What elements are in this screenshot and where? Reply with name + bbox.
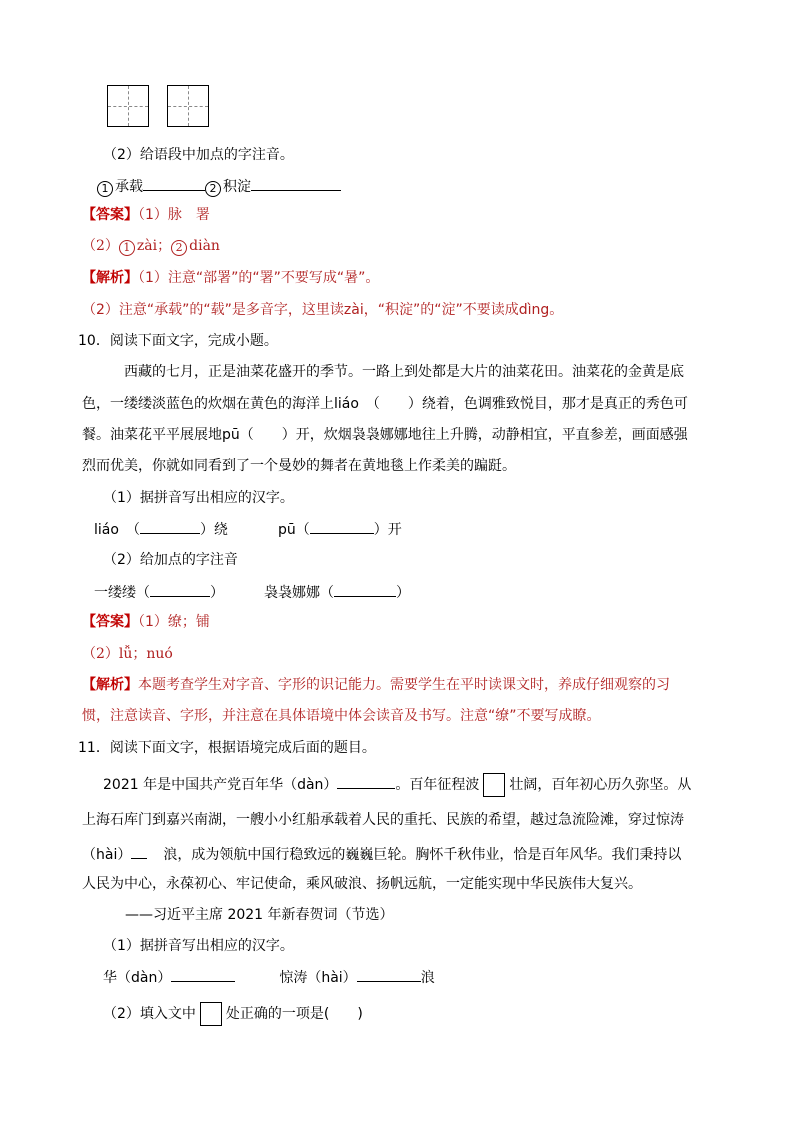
q11-passage-line: 上海石库门到嘉兴南湖，一艘小小红船承载着人民的重托、民族的希望，越过急流险滩，穿过惊涛 [82,812,684,828]
answer-blank[interactable] [310,518,374,534]
q10-passage-line: 烈而优美，你就如同看到了一个曼妙的舞者在黄地毯上作柔美的蹁跹。 [82,458,516,474]
answer-blank[interactable] [334,581,396,597]
q11-passage-line: 人民为中心，永葆初心、牢记使命，乘风破浪、扬帆远航，一定能实现中华民族伟大复兴。 [82,876,642,892]
q11-passage-line: 2021 年是中国共产党百年华（dàn） 。百年征程波 壮阔，百年初心历久弥坚。从 [103,773,691,797]
circled-number-1: 1 [97,181,113,197]
q11-part2-prompt: （2）填入文中 处正确的一项是( ) [103,1002,363,1026]
tianzige-box-1 [107,85,149,127]
q10-analysis-line2: 惯，注意读音、字形，并注意在具体语境中体会读音及书写。注意“缭”不要写成瞭。 [82,708,601,724]
answer-blank[interactable] [150,581,210,597]
q11-part1-items: 华（dàn） 惊涛（hài） 浪 [103,966,435,988]
q10-answer: 【答案】（1）缭；铺 [82,614,210,630]
analysis-tag: 【解析】 [82,677,138,693]
q9-analysis: 【解析】（1）注意“部署”的“署”不要写成“暑”。 [82,270,380,286]
circled-number-2: 2 [205,181,221,197]
answer-blank[interactable] [357,966,421,982]
q9-part2-items: 1 承载 2 积淀 [97,175,341,197]
q10-passage-line: 西藏的七月，正是油菜花盛开的季节。一路上到处都是大片的油菜花田。油菜花的金黄是底 [124,364,684,380]
q10-part2-items: 一缕缕（ ） 袅袅娜娜（ ） [94,581,410,603]
answer-blank[interactable] [140,518,200,534]
tianzige-box-2 [167,85,209,127]
answer-tag: 【答案】 [82,614,138,630]
q9-answer: 【答案】（1）脉 署 [82,207,210,223]
q10-answer-line2: （2）lǚ；nuó [82,646,173,662]
circled-number-1: 1 [119,240,135,256]
q10-part1-prompt: （1）据拼音写出相应的汉字。 [103,490,294,506]
q10-part2-prompt: （2）给加点的字注音 [103,552,238,568]
q11-part1-prompt: （1）据拼音写出相应的汉字。 [103,938,294,954]
analysis-tag: 【解析】 [82,270,138,286]
q10-part1-items: liáo （ ）绕 pū（ ）开 [94,518,402,540]
q9-answer-line2: （2） 1 zài； 2 diàn [82,238,220,254]
circled-number-2: 2 [171,240,187,256]
q11-passage-line: （hài） 浪，成为领航中国行稳致远的巍巍巨轮。胸怀千秋伟业，恰是百年风华。我们秉持以 [82,843,681,865]
fill-in-box [200,1002,222,1026]
q11-title: 11．阅读下面文字，根据语境完成后面的题目。 [78,740,376,756]
q10-passage-line: 色，一缕缕淡蓝色的炊烟在黄色的海洋上liáo （ ）绕着，色调雅致悦目，那才是真正的秀色可 [82,396,688,412]
answer-blank[interactable] [251,175,341,191]
answer-blank[interactable] [171,966,235,982]
q10-title: 10．阅读下面文字，完成小题。 [78,333,278,349]
fill-in-box[interactable] [483,773,505,797]
q11-source: ——习近平主席 2021 年新春贺词（节选） [125,907,394,923]
q10-analysis: 【解析】本题考查学生对字音、字形的识记能力。需要学生在平时读课文时，养成仔细观察的习 [82,677,670,693]
q9-analysis-line2: （2）注意“承载”的“载”是多音字，这里读zài，“积淀”的“淀”不要读成dìng。 [82,302,564,318]
q10-passage-line: 餐。油菜花平平展展地pū（ ）开，炊烟袅袅娜娜地往上升腾，动静相宜，平直参差，画面感强 [82,427,688,443]
q9-part2-prompt: （2）给语段中加点的字注音。 [103,147,294,163]
answer-blank[interactable] [131,843,147,859]
answer-blank[interactable] [337,773,395,789]
answer-tag: 【答案】 [82,207,138,223]
answer-blank[interactable] [143,175,205,191]
